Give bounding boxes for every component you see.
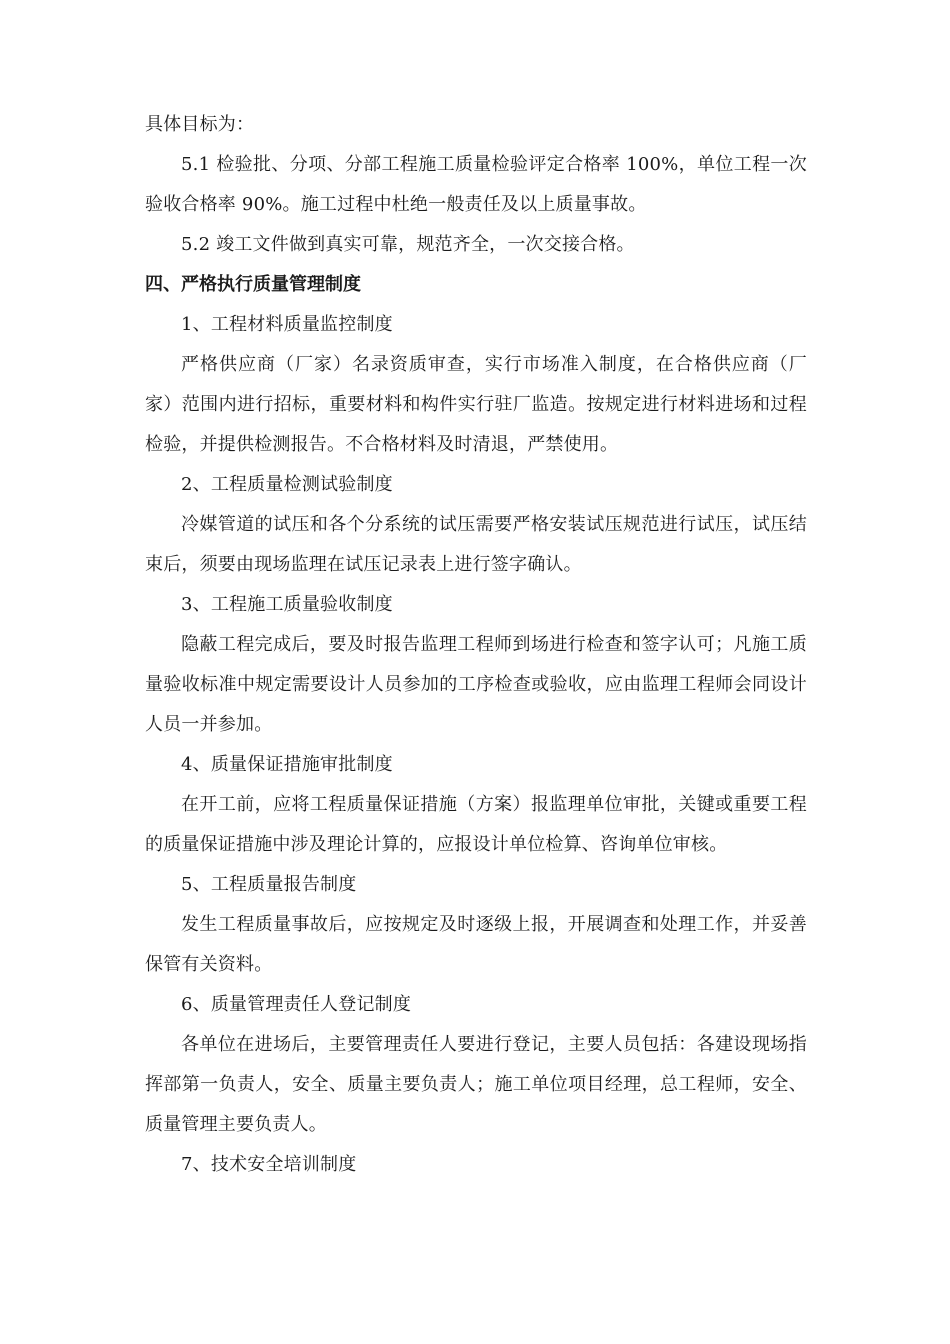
intro-line: 具体目标为：	[145, 114, 255, 135]
document-page	[145, 105, 807, 1185]
target-5-2: 5.2 竣工文件做到真实可靠，规范齐全，一次交接合格。	[181, 234, 635, 255]
subheading-3: 3、工程施工质量验收制度	[181, 594, 393, 615]
subheading-6: 6、质量管理责任人登记制度	[181, 994, 412, 1015]
subheading-1: 1、工程材料质量监控制度	[181, 314, 393, 335]
target-5-1: 5.1 检验批、分项、分部工程施工质量检验评定合格率 100%，单位工程一次验收合格率 90%。施工过程中杜绝一般责任及以上质量事故。	[145, 154, 807, 215]
body-4: 在开工前，应将工程质量保证措施（方案）报监理单位审批，关键或重要工程的质量保证措施中涉及理论计算的，应报设计单位检算、咨询单位审核。	[145, 794, 807, 855]
subheading-4: 4、质量保证措施审批制度	[181, 754, 393, 775]
section-heading-4: 四、严格执行质量管理制度	[145, 274, 361, 295]
subheading-5: 5、工程质量报告制度	[181, 874, 357, 895]
body-5: 发生工程质量事故后，应按规定及时逐级上报，开展调查和处理工作，并妥善保管有关资料。	[145, 914, 807, 975]
body-3: 隐蔽工程完成后，要及时报告监理工程师到场进行检查和签字认可；凡施工质量验收标准中规定需要设计人员参加的工序检查或验收，应由监理工程师会同设计人员一并参加。	[145, 634, 807, 735]
body-6: 各单位在进场后，主要管理责任人要进行登记，主要人员包括：各建设现场指挥部第一负责人，安全、质量主要负责人；施工单位项目经理，总工程师，安全、质量管理主要负责人。	[145, 1034, 807, 1135]
body-1: 严格供应商（厂家）名录资质审查，实行市场准入制度，在合格供应商（厂家）范围内进行招标，重要材料和构件实行驻厂监造。按规定进行材料进场和过程检验，并提供检测报告。不合格材料及时清退，严禁使用。	[145, 354, 807, 455]
body-2: 冷媒管道的试压和各个分系统的试压需要严格安装试压规范进行试压，试压结束后，须要由现场监理在试压记录表上进行签字确认。	[145, 514, 807, 575]
subheading-7: 7、技术安全培训制度	[181, 1154, 357, 1175]
subheading-2: 2、工程质量检测试验制度	[181, 474, 393, 495]
